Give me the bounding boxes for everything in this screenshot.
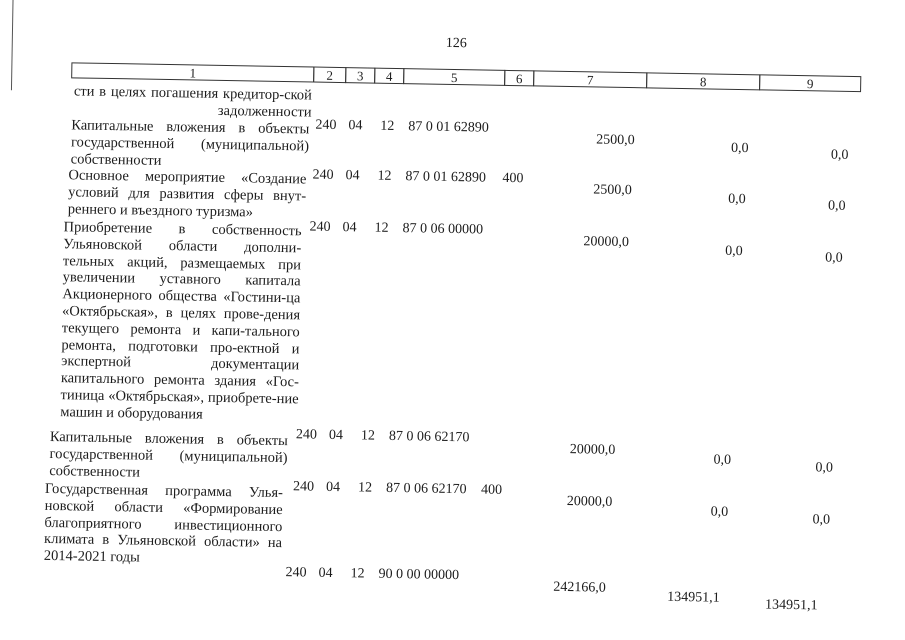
cell-subsection: 12 [374,220,389,236]
cell-amount-col9: 134951,1 [764,597,818,614]
table-row [3,116,905,169]
cell-ministry: 240 [285,565,307,581]
cell-subsection: 12 [357,480,373,496]
cell-subsection: 12 [377,168,392,184]
header-col-6: 6 [504,70,534,87]
row-description: Основное мероприятие «Создание условий для развития сферы внут-реннего и въездного туризма» [67,167,307,221]
cell-subsection: 12 [360,428,376,444]
header-col-5: 5 [403,68,505,86]
cell-section: 04 [348,118,363,134]
header-col-9: 9 [759,74,861,92]
cell-target-article: 90 0 00 00000 [378,566,460,584]
cell-section: 04 [328,427,344,444]
margin-line [11,0,14,90]
header-col-4: 4 [374,68,404,85]
cell-section: 04 [325,479,341,496]
header-col-7: 7 [533,70,647,88]
cell-amount-col7: 2500,0 [593,182,632,199]
header-col-1: 1 [71,62,314,82]
cell-amount-col8: 0,0 [730,140,749,157]
row-description: Приобретение в собственность Ульяновской области дополни-тельных акций, размещаемых при увеличении уставного капитала Акционерного общества «Гостини-ца «Октябрьская», в целях прове-дения текущего ремонта и капи-тального ремонта, подготовки про-ектной и экспертной документации капитального ремонта здания «Гос-тиница «Октябрьская», приобрете-ние машин и оборудования [60,219,302,423]
table-row [2,218,905,423]
header-col-3: 3 [345,67,375,84]
cell-amount-col7: 20000,0 [583,234,630,251]
cell-target-article: 87 0 06 62170 [388,428,470,446]
cell-ministry: 240 [315,117,337,133]
cell-amount-col9: 0,0 [825,250,843,266]
cell-amount-col7: 2500,0 [596,132,635,149]
cell-ministry: 240 [309,219,331,235]
cell-amount-col8: 0,0 [725,243,743,260]
row-description: Капитальные вложения в объекты государственной (муниципальной) собственности [70,117,310,169]
cell-amount-col8: 0,0 [728,191,746,208]
cell-section: 04 [345,168,360,184]
table-row [0,427,903,481]
cell-expense-type: 400 [502,170,524,187]
cell-ministry: 240 [292,479,315,495]
row-description: Капитальные вложения в объекты государственной (муниципальной) собственности [49,429,289,481]
cell-amount-col9: 0,0 [827,198,846,214]
header-col-8: 8 [646,72,760,90]
cell-ministry: 240 [295,427,318,443]
cell-amount-col8: 0,0 [713,452,732,468]
cell-amount-col9: 0,0 [815,460,834,476]
cell-section: 04 [318,565,333,581]
cell-target-article: 87 0 01 62890 [408,119,489,136]
cell-amount-col7: 20000,0 [566,494,613,510]
cell-ministry: 240 [312,167,334,183]
row-description: сти в целях погашения кредитор-ской задолженности [73,83,313,121]
table-row [0,479,902,566]
cell-amount-col9: 0,0 [830,147,849,163]
page-number: 126 [445,35,467,52]
header-col-2: 2 [313,67,346,84]
cell-amount-col7: 242166,0 [553,579,606,596]
cell-target-article: 87 0 06 62170 [385,480,467,498]
cell-target-article: 87 0 01 62890 [405,169,487,186]
cell-subsection: 12 [350,566,365,582]
row-description: Государственная программа Улья-новской области «Формирование благоприятного инвестиционного климата в Ульяновской области» на 2014-2021 годы [43,480,284,566]
cell-subsection: 12 [380,118,395,134]
table-row [3,166,905,221]
cell-amount-col7: 20000,0 [569,442,616,458]
cell-target-article: 87 0 06 00000 [402,221,484,238]
cell-amount-col8: 134951,1 [667,589,720,606]
cell-section: 04 [342,220,357,236]
cell-expense-type: 400 [480,482,503,498]
cell-amount-col9: 0,0 [812,512,831,528]
cell-amount-col8: 0,0 [710,504,729,520]
